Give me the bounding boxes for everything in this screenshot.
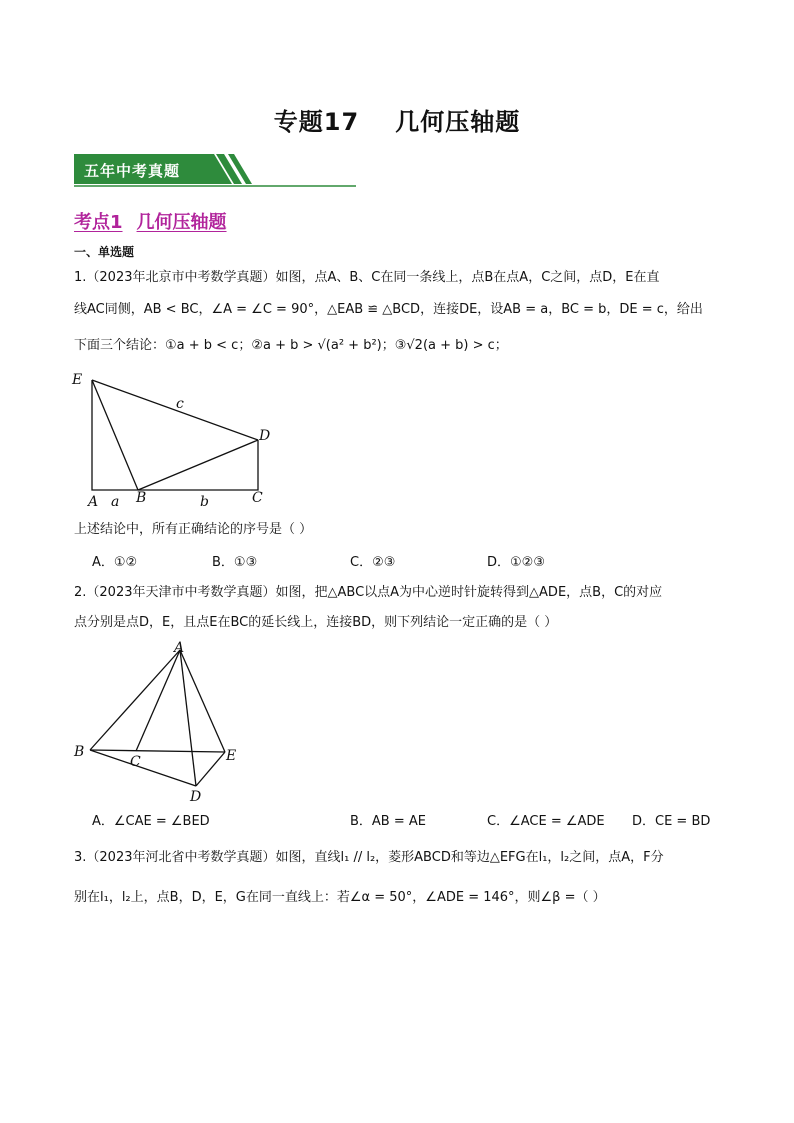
section-header: 一、单选题 [74, 245, 135, 259]
q3-line1: 3.（2023年河北省中考数学真题）如图，直线l₁ // l₂，菱形ABCD和等边△EFG在l₁，l₂之间，点A，F分 [74, 850, 664, 865]
q1-label-c: c [176, 396, 184, 412]
q1-option-a[interactable]: A．①② [92, 555, 138, 570]
q2-option-c[interactable]: C．∠ACE = ∠ADE [487, 814, 605, 829]
q1-line2: 线AC同侧，AB < BC，∠A = ∠C = 90°，△EAB ≌ △BCD，连接DE，设AB = a，BC = b，DE = c，给出 [74, 302, 703, 317]
q3-line2: 别在l₁，l₂上，点B，D，E，G在同一直线上：若∠α = 50°，∠ADE = 146°，则∠β =（ ） [74, 890, 606, 905]
q2-label-D: D [190, 789, 202, 805]
q2-option-b[interactable]: B．AB = AE [350, 814, 426, 829]
q1-label-A: A [88, 494, 99, 510]
q1-figure [66, 366, 286, 514]
q2-line1: 2.（2023年天津市中考数学真题）如图，把△ABC以点A为中心逆时针旋转得到△ADE，点B，C的对应 [74, 585, 663, 600]
q2-label-B: B [74, 744, 85, 760]
kaodian-label: 考点1 [74, 212, 123, 233]
q2-option-a[interactable]: A．∠CAE = ∠BED [92, 814, 210, 829]
q1-option-b[interactable]: B．①③ [212, 555, 258, 570]
kaodian-heading [74, 208, 227, 234]
q1-label-D: D [259, 428, 271, 444]
title-main: 几何压轴题 [395, 108, 521, 136]
q2-label-C: C [130, 754, 141, 770]
q1-label-a: a [111, 494, 120, 510]
q1-option-d[interactable]: D．①②③ [487, 555, 545, 570]
q2-label-A: A [174, 640, 185, 656]
q1-label-B: B [136, 490, 147, 506]
q1-line1: 1.（2023年北京市中考数学真题）如图，点A、B、C在同一条线上，点B在点A，C之间，点D，E在直 [74, 270, 660, 285]
q1-option-c[interactable]: C．②③ [350, 555, 396, 570]
q2-label-E: E [226, 748, 237, 764]
q2-line2: 点分别是点D，E，且点E在BC的延长线上，连接BD，则下列结论一定正确的是（ ） [74, 615, 558, 630]
kaodian-topic: 几何压轴题 [136, 212, 227, 233]
q1-label-b: b [200, 494, 209, 510]
q1-label-E: E [72, 372, 83, 388]
title-prefix: 专题17 [273, 108, 360, 136]
q1-label-C: C [252, 490, 263, 506]
q1-stem: 上述结论中，所有正确结论的序号是（ ） [74, 522, 313, 537]
q1-line3: 下面三个结论：①a + b < c；②a + b > √(a² + b²)；③√2(a + b) > c； [74, 338, 508, 353]
q2-figure [66, 634, 256, 806]
page-title [0, 102, 794, 137]
q2-option-d[interactable]: D．CE = BD [632, 814, 711, 829]
banner-label: 五年中考真题 [84, 162, 181, 180]
